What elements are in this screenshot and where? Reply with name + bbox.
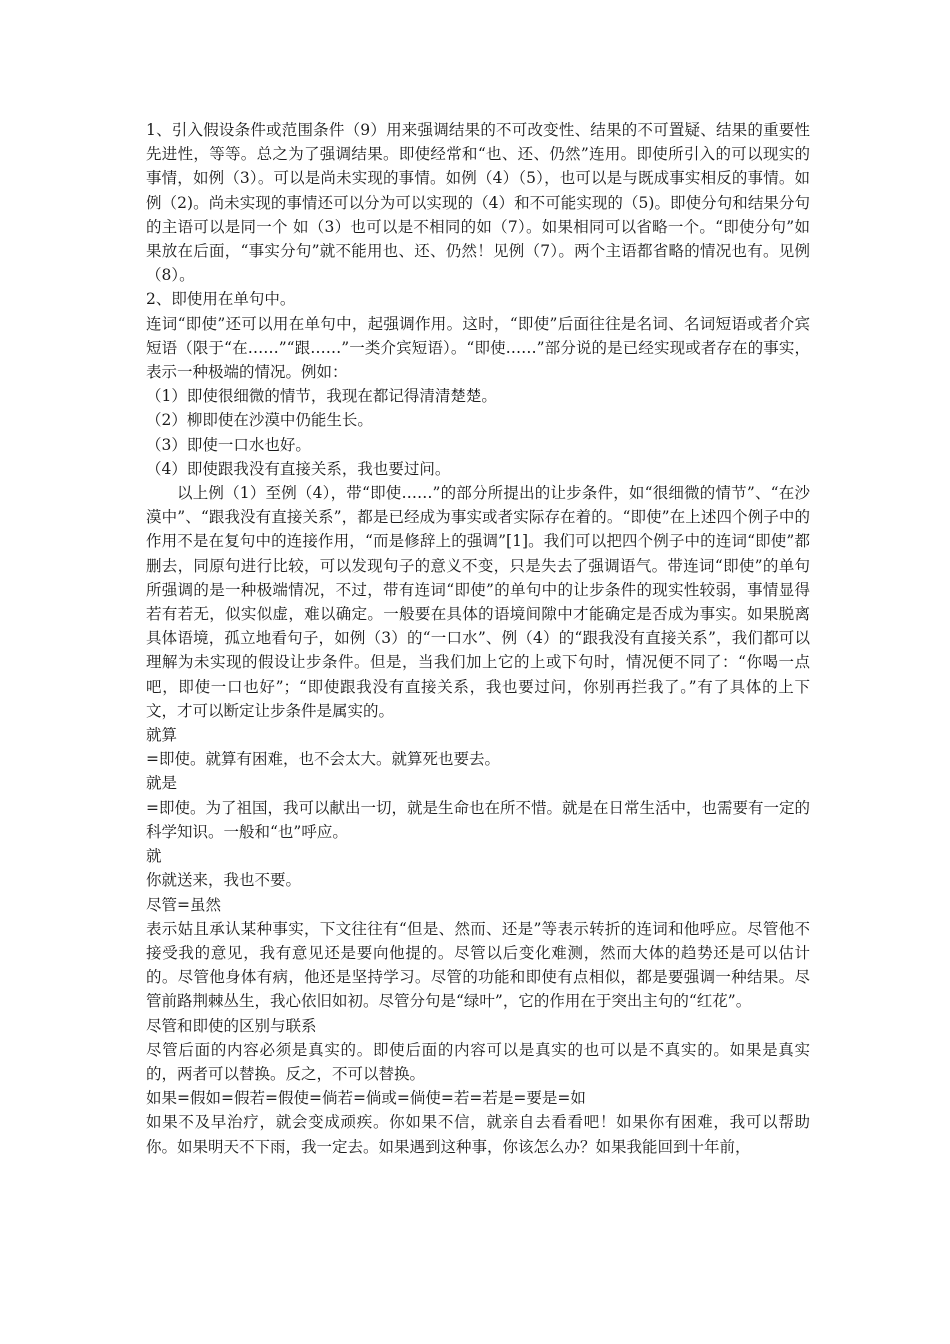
heading-jishi-single-sentence: 2、即使用在单句中。 (146, 290, 296, 309)
definition-jinguan: 表示姑且承认某种事实，下文往往有“但是、然而、还是”等表示转折的连词和他呼应。尽管他不接受我的意见，我有意见还是要向他提的。尽管以后变化难测，然而大体的趋势还是可以估计的。尽管他身体有病，他还是坚持学习。尽管的功能和即使有点相似，都是要强调一种结果。尽管前路荆棘丛生，我心依旧如初。尽管分句是“绿叶”，它的作用在于突出主句的“红花”。 (146, 919, 810, 1011)
paragraph-jishi-hypothetical: 1、引入假设条件或范围条件（9）用来强调结果的不可改变性、结果的不可置疑、结果的重要性先进性，等等。总之为了强调结果。即使经常和“也、还、仍然”连用。即使所引入的可以现实的事情，如例（3）。可以是尚未实现的事情。如例（4）（5），也可以是与既成事实相反的事情。如例（2)。尚未实现的事情还可以分为可以实现的（4）和不可能实现的（5)。即使分句和结果分句的主语可以是同一个 如（3）也可以是不相同的如（7）。如果相同可以省略一个。“即使分句”如果放在后面，“事实分句”就不能用也、还、仍然！见例（7）。两个主语都省略的情况也有。见例（8）。 (146, 121, 810, 285)
term-jiushi: 就是 (146, 774, 178, 793)
paragraph-jinguan-vs-jishi: 尽管后面的内容必须是真实的。即使后面的内容可以是真实的也可以是不真实的。如果是真实的，两者可以替换。反之，不可以替换。 (146, 1040, 810, 1083)
term-jiu: 就 (146, 847, 162, 866)
heading-jinguan-vs-jishi: 尽管和即使的区别与联系 (146, 1016, 317, 1035)
paragraph-examples-analysis: 以上例（1）至例（4），带“即使……”的部分所提出的让步条件，如“很细微的情节”、“在沙漠中”、“跟我没有直接关系”，都是已经成为事实或者实际存在着的。“即使”在上述四个例子中的作用不是在复句中的连接作用，“而是修辞上的强调”[1]。我们可以把四个例子中的连词“即使”都删去，同原句进行比较，可以发现句子的意义不变，只是失去了强调语气。带连词“即使”的单句所强调的是一种极端情况，不过，带有连词“即使”的单句中的让步条件的现实性较弱，事情显得若有若无，似实似虚，难以确定。一般要在具体的语境间隙中才能确定是否成为事实。如果脱离具体语境，孤立地看句子，如例（3）的“一口水”、例（4）的“跟我没有直接关系”，我们都可以理解为未实现的假设让步条件。但是，当我们加上它的上或下句时，情况便不同了：“你喝一点吧，即使一口也好”；“即使跟我没有直接关系，我也要过问，你别再拦我了。”有了具体的上下文，才可以断定让步条件是属实的。 (146, 484, 810, 720)
document-page (146, 118, 810, 1159)
definition-jiu: 你就送来，我也不要。 (146, 871, 302, 890)
definition-jiushi: =即使。为了祖国，我可以献出一切，就是生命也在所不惜。就是在日常生活中，也需要有一定的科学知识。一般和“也”呼应。 (146, 798, 810, 841)
example-4: （4）即使跟我没有直接关系，我也要过问。 (146, 459, 451, 478)
definition-jiusuan: =即使。就算有困难，也不会太大。就算死也要去。 (146, 750, 500, 769)
example-3: （3）即使一口水也好。 (146, 435, 311, 454)
definition-ruguo: 如果不及早治疗，就会变成顽疾。你如果不信，就亲自去看看吧！如果你有困难，我可以帮助你。如果明天不下雨，我一定去。如果遇到这种事，你该怎么办？如果我能回到十年前， (146, 1113, 810, 1156)
term-ruguo: 如果=假如=假若=假使=倘若=倘或=倘使=若=若是=要是=如 (146, 1089, 586, 1108)
example-2: （2）柳即使在沙漠中仍能生长。 (146, 411, 373, 430)
paragraph-jishi-single-sentence: 连词“即使”还可以用在单句中，起强调作用。这时，“即使”后面往往是名词、名词短语或者介宾短语（限于“在……”“跟……”一类介宾短语）。“即使……”部分说的是已经实现或者存在的事实，表示一种极端的情况。例如： (146, 314, 810, 382)
example-1: （1）即使很细微的情节，我现在都记得清清楚楚。 (146, 387, 497, 406)
term-jinguan: 尽管=虽然 (146, 895, 221, 914)
term-jiusuan: 就算 (146, 726, 178, 745)
